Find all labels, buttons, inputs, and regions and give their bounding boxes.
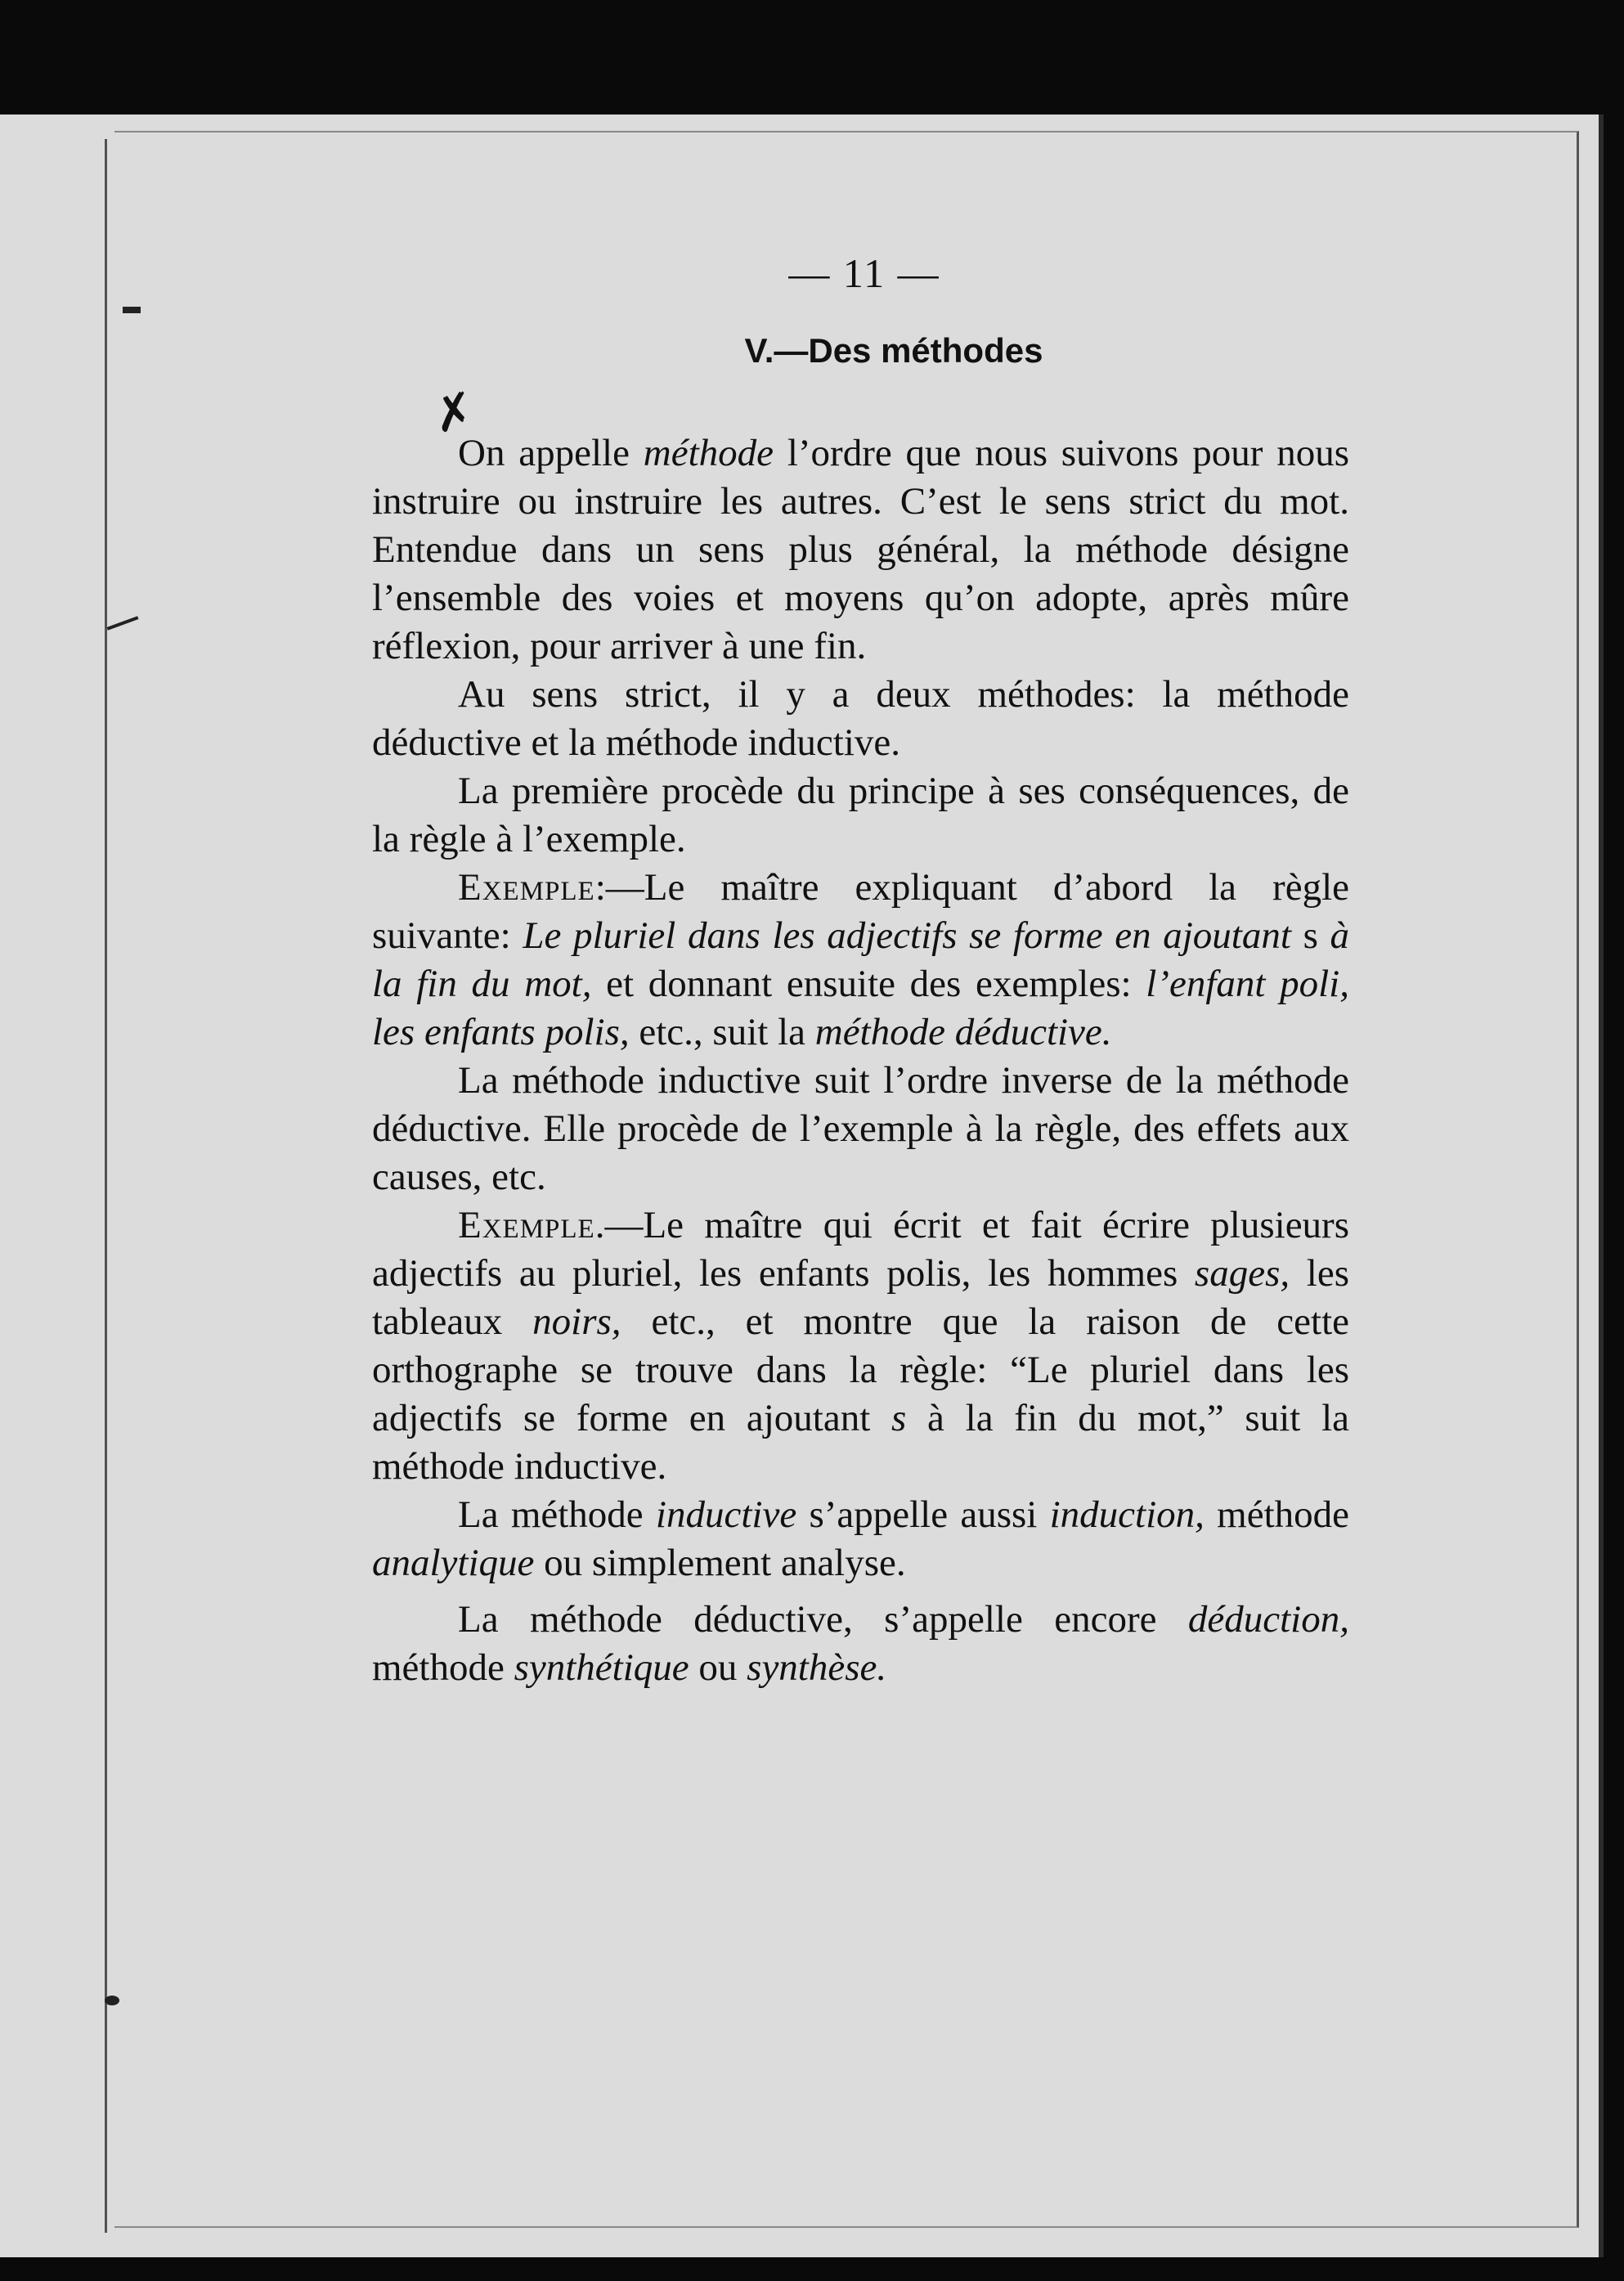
paragraph: La méthode inductive s’appelle aussi induction, méthode analytique ou simplement analyse. [372,1493,1349,1584]
section-title: V.—Des méthodes [744,331,1043,370]
body-text [372,429,1349,1692]
paragraph: La méthode inductive suit l’ordre inverse de la méthode déductive. Elle procède de l’exemple à la règle, des effets aux causes, etc. [372,1059,1349,1198]
handwritten-mark: ✗ [428,380,481,446]
paragraph: Exemple:—Le maître expliquant d’abord la règle suivante: Le pluriel dans les adjectifs se forme en ajoutant s à la fin du mot, et donnant ensuite des exemples: l’enfant poli, les enfants polis, etc., suit la méthode déductive. [372,866,1350,1053]
paragraph: On appelle méthode l’ordre que nous suivons pour nous instruire ou instruire les autres. C’est le sens strict du mot. Entendue dans un sens plus général, la méthode désigne l’ensemble des voies et moyens qu’on adopte, après mûre réflexion, pour arriver à une fin. [372,432,1350,667]
paragraph: Au sens strict, il y a deux méthodes: la méthode déductive et la méthode inductive. [372,673,1349,764]
paragraph: La méthode déductive, s’appelle encore déduction, méthode synthétique ou synthèse. [372,1598,1349,1689]
paragraph: Exemple.—Le maître qui écrit et fait écrire plusieurs adjectifs au pluriel, les enfants polis, les hommes sages, les tableaux noirs, etc., et montre que la raison de cette orthographe se trouve dans la règle: “Le pluriel dans les adjectifs se forme en ajoutant s à la fin du mot,” suit la méthode inductive. [372,1204,1350,1488]
page-number: — 11 — [788,250,940,296]
margin-mark [123,307,141,313]
margin-mark [105,1996,119,2005]
binding-edge [105,139,107,2233]
paragraph: La première procède du principe à ses conséquences, de la règle à l’exemple. [372,770,1349,860]
